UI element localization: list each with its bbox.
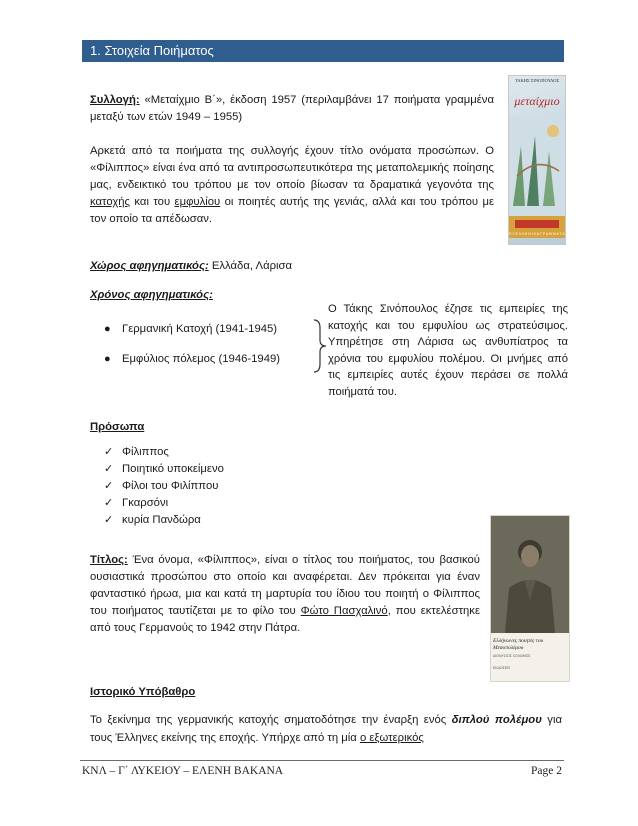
pascalinos-link: Φώτο Πασχαλινό [300, 605, 388, 617]
intro-link-civil-war: εμφυλίου [174, 196, 221, 208]
collection-label: Συλλογή: [90, 94, 140, 106]
book-author: ΤΑΚΗΣ ΣΙΝΟΠΟΥΛΟΣ [514, 78, 560, 83]
persons-label: Πρόσωπα [90, 421, 145, 433]
curly-brace-icon [310, 318, 328, 374]
time-label: Χρόνος αφηγηματικός: [90, 289, 213, 301]
person-item [98, 478, 338, 495]
section-number: 1. [90, 43, 101, 58]
bullet-dot-icon: ● [104, 353, 111, 365]
page-number: Page 2 [531, 765, 562, 777]
time-item-text: Γερμανική Κατοχή (1941-1945) [122, 323, 278, 335]
collection-paragraph [90, 92, 494, 126]
person-item-text: κυρία Πανδώρα [122, 514, 201, 526]
place-label: Χώρος αφηγηματικός: [90, 260, 209, 272]
time-note: Ο Τάκης Σινόπουλος έζησε τις εμπειρίες της κατοχής και του εμφυλίου ως στρατεύσιμος. Υπηρέτησε στη Λάρισα ως ανθυπίατρος τα χρόνια του εμφυλίου πολέμου. Οι μνήμες από τις εμπειρίες αυτές έχουν περάσει σε πολλά ποιήματά του. [328, 303, 568, 398]
time-item [98, 351, 318, 368]
history-label: Ιστορικό Υπόβαθρο [90, 686, 196, 698]
bullet-dot-icon: ● [104, 323, 111, 335]
history-paragraph [90, 711, 562, 747]
photo-caption-publisher: ΕΚΔΟΣΕΙΣ [493, 666, 511, 670]
title-text-1: Ένα όνομα, «Φίλιππος», είναι ο τίτλος του ποιήματος, του βασικού ουσιαστικά προσώπου στο οποίο και αναφέρεται. Δεν πρόκειται για έναν φανταστικό ήρωα, μια και κατά τη μαρτυρία του ίδιου του ποιητή ο Φίλιππος του ποιήματος ταυτίζεται με το φίλο του [90, 554, 480, 617]
title-label: Τίτλος: [90, 554, 128, 566]
external-link: ο εξωτερικός [359, 732, 424, 744]
checkmark-icon: ✓ [104, 446, 114, 458]
intro-text-3: οι ποιητές αυτής της γενιάς, αλλά και του τρόπου με τον οποίο τα απέδωσαν. [90, 196, 495, 225]
time-list [98, 321, 318, 368]
portrait-illustration [491, 516, 569, 633]
person-item-text: Φίλοι του Φιλίππου [122, 480, 219, 492]
intro-text-1: Αρκετά από τα ποιήματα της συλλογής έχουν τίτλο ονόματα προσώπων. Ο «Φίλιππος» είναι ένα από τα αντιπροσωπευτικότερα της μεταπολεμικής ποίησης μας, ενδεικτικό του τρόπου με τον οποίο βίωσαν τα δραματικά γεγονότα της [90, 145, 494, 191]
photo-caption-author: ΔΙΟΝΥΣΙΟΣ ΣΟΛΩΜΟΣ [493, 654, 531, 658]
section-title: Στοιχεία Ποιήματος [104, 43, 214, 58]
intro-paragraph [90, 143, 494, 228]
intro-text-2: και του [129, 196, 175, 208]
book-cover-image [508, 75, 566, 245]
portrait-photo [491, 516, 569, 633]
title-text-2: , που εκτελέστηκε από τους Γερμανούς το 1942 στην Πάτρα. [90, 605, 480, 634]
person-item [98, 461, 338, 478]
book-title: μεταίχμιο [514, 94, 560, 108]
title-paragraph [90, 552, 480, 637]
footer-left: ΚΝΛ – Γ΄ ΛΥΚΕΙΟΥ – ΕΛΕΝΗ ΒΑΚΑΝΑ [82, 765, 284, 777]
place-text: Ελλάδα, Λάρισα [208, 260, 293, 272]
history-heading [90, 684, 390, 701]
person-item [98, 444, 338, 461]
book-publisher: Ε Γ Ε Λ Λ Η Ν Ι Κ Α Γ Ρ Α Μ Μ Α Τ Α [509, 232, 565, 236]
person-item [98, 512, 338, 529]
persons-heading [90, 419, 290, 436]
persons-list [98, 444, 338, 529]
book-cover-illustration [509, 76, 565, 244]
person-item-text: Ποιητικό υποκείμενο [122, 463, 224, 475]
person-item-text: Γκαρσόνι [122, 497, 169, 509]
double-war-emphasis: διπλού πολέμου [451, 714, 542, 726]
checkmark-icon: ✓ [104, 480, 114, 492]
photo-caption-title: Ελλήνωνες ποιητές του Μεσοπολέμου [493, 638, 544, 651]
checkmark-icon: ✓ [104, 497, 114, 509]
footer-divider [80, 760, 564, 761]
collection-text: «Μεταίχμιο Β΄», έκδοση 1957 (περιλαμβάνει 17 ποιήματα γραμμένα μεταξύ των ετών 1949 – 1955) [90, 94, 494, 123]
place-line [90, 258, 494, 275]
checkmark-icon: ✓ [104, 514, 114, 526]
history-text-2: για τους Έλληνες εκείνης της εποχής. Υπήρχε από τη μία [90, 714, 563, 744]
section-header [82, 40, 564, 62]
person-item-text: Φίλιππος [122, 446, 169, 458]
person-item [98, 495, 338, 512]
time-item-text: Εμφύλιος πόλεμος (1946-1949) [122, 353, 281, 365]
time-item [98, 321, 318, 338]
checkmark-icon: ✓ [104, 463, 114, 475]
intro-link-occupation: κατοχής [90, 196, 130, 208]
history-text-1: Το ξεκίνημα της γερμανικής κατοχής σηματοδότησε την έναρξη ενός [90, 714, 452, 726]
poet-book-image [490, 515, 570, 682]
